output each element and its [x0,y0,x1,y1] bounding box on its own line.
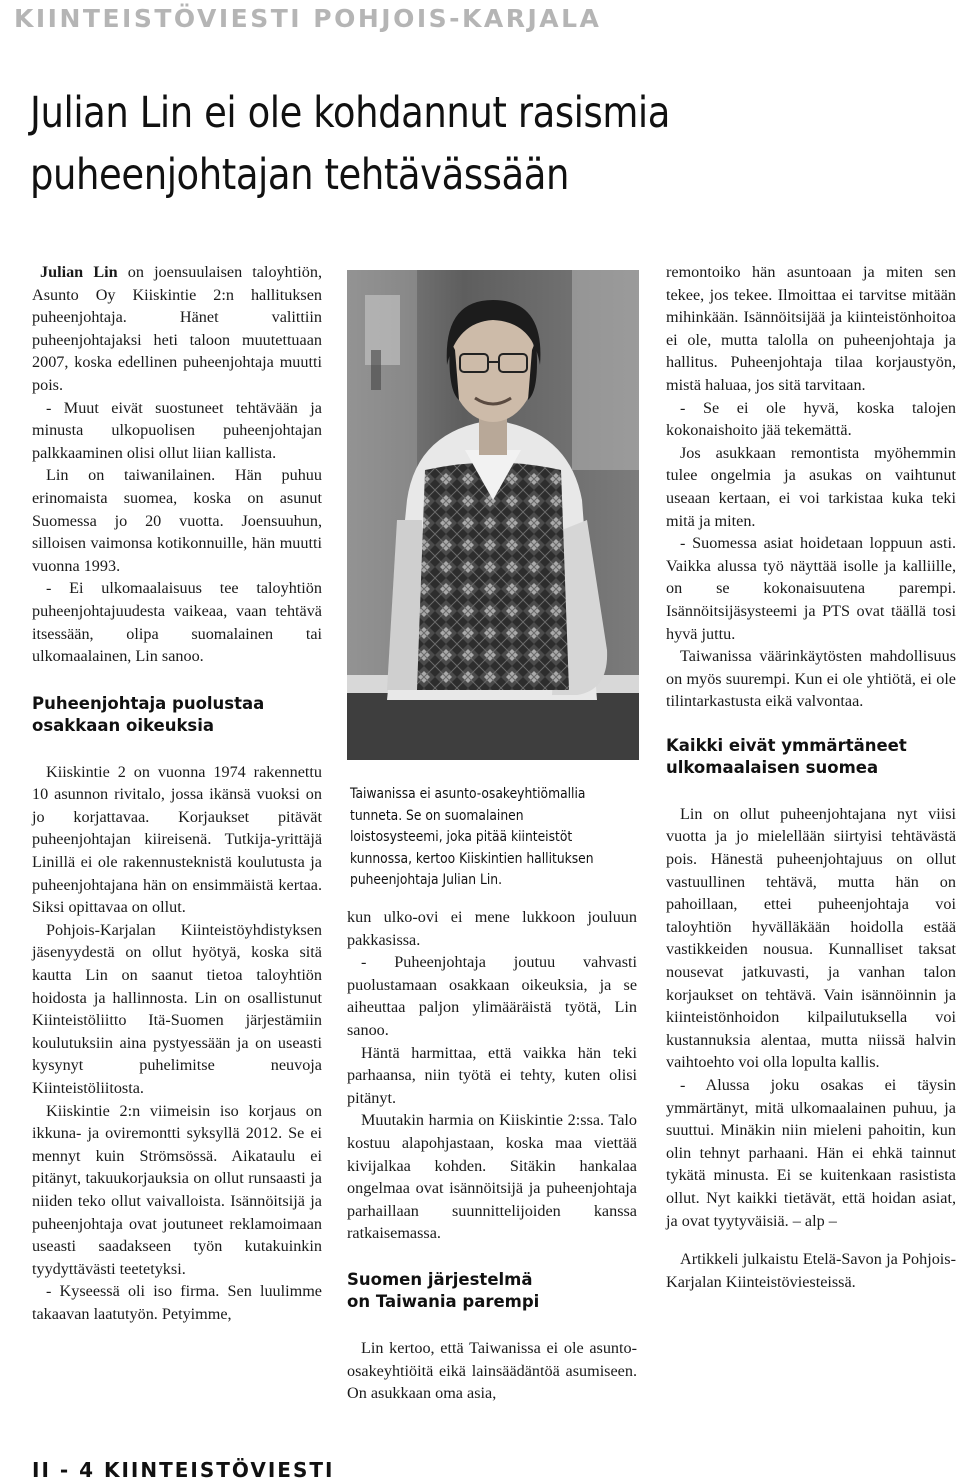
paragraph: - Kyseessä oli iso firma. Sen luulimme takaavan laatutyön. Petyimme, [32,1282,322,1323]
article-column-3 [666,261,956,1293]
page-footer: II - 4 KIINTEISTÖVIESTI [32,1458,335,1482]
paragraph: - Se ei ole hyvä, koska talojen kokonaishoito jää tekemättä. [666,398,956,440]
article-column-2 [347,906,637,1405]
paragraph: Jos asukkaan remontista myöhemmin tulee ongelmia ja asukas on vaihtunut useaan kertaan, ei voi tarkistaa kuka teki mitä ja miten. [666,443,956,530]
portrait-photo [347,270,639,760]
headline [30,82,684,206]
paragraph: - Ei ulkomaalaisuus tee taloyhtiön puheenjohtajuudesta vaikeaa, vaan tehtävä itsessään, olipa suomalainen tai ulkomaalainen, Lin sanoo. [32,579,322,666]
paragraph: - Puheenjohtaja joutuu vahvasti puolustamaan osakkaan oikeuksia, ja se aiheuttaa paljon ylimääräistä työtä, Lin sanoo. [347,953,637,1039]
paragraph: remontoiko hän asuntoaan ja miten sen tekee, jos tekee. Ilmoittaa ei tarvitse mitään mihinkään. Isännöitsijää ja kiinteistönhoitoa ei ole, mutta talolla on puheenjohtaja ja hallitus. Puheenjohtaja tilaa korjaustyön, mistä haluaa, jos sitä tarvitaan. [666,263,956,394]
paragraph: - Suomessa asiat hoidetaan loppuun asti. Vaikka alussa työ näyttää isolle ja kalliille, on se kokonaisuutena parempi. Isännöitsijäsysteemi ja PTS ovat täällä tosi hyvä juttu. [666,534,956,643]
subheading [666,735,956,779]
paragraph: kun ulko-ovi ei mene lukkoon jouluun pakkasissa. [347,908,637,949]
intro-paragraph [32,261,322,397]
subheading-line-2: on Taiwania parempi [347,1291,540,1311]
subheading [32,693,322,737]
portrait-illustration [347,270,639,760]
headline-line-2: puheenjohtajan tehtävässään [30,150,569,200]
intro-name: Julian Lin [40,263,118,281]
photo-caption: Taiwanissa ei asunto-osakeyhtiömallia tunneta. Se on suomalainen loistosysteemi, joka pitää kiinteistöt kunnossa, kertoo Kiiskintien hallituksen puheenjohtaja Julian Lin. [350,786,594,888]
paragraph: Kiiskintie 2:n viimeisin iso korjaus on ikkuna- ja oviremontti syksyllä 2012. Se ei mennyt kuin Strömsössä. Aikataulu ei pitänyt, takuukorjauksia on ollut runsaasti ja niiden teko ollut vaivalloista. Isännöitsijä ja puheenjohtaja ovat joutuneet reklamoimaan useasti saadakseen työn kutakuinkin tyydyttävästi teetetyksi. [32,1101,322,1278]
subheading-line-2: osakkaan oikeuksia [32,715,215,735]
paragraph: - Muut eivät suostuneet tehtävään ja minusta ulkopuolisen puheenjohtajan palkkaaminen olisi ollut liian kallista. [32,398,322,462]
subheading [347,1269,637,1313]
subheading-line-2: ulkomaalaisen suomea [666,757,879,777]
subheading-line-1: Kaikki eivät ymmärtäneet [666,735,907,755]
paragraph: Lin on ollut puheenjohtajana nyt viisi vuotta ja jo mielellään siirtyisi tehtävästä pois. Hänestä puheenjohtajuus on ollut vastuullinen tehtävä, mutta hän on pahoillaan, ettei puheenjohtaja voi taloyhtiön hyvälläkään hoidolla estää vastikkeiden nousua. Kunnalliset taksat nousevat jatkuvasti, ja vanhan talon korjaukset on tehtävä. Vain isännöinnin ja kiinteistönhoidon kilpailutuksella voi kustannuksia alentaa, mutta niissä halvin vaihtoehto voi olla lopulta kallis. [666,804,956,1072]
paragraph: Häntä harmittaa, että vaikka hän teki parhaansa, niin työtä ei tehty, kuten olisi pitänyt. [347,1043,637,1107]
paragraph: Lin on taiwanilainen. Hän puhuu erinomaista suomea, koska on asunut Suomessa jo 20 vuotta. Joensuuhun, silloisen vaimonsa kotikonnuille, hän muutti vuonna 1993. [32,466,322,575]
paragraph: Lin kertoo, että Taiwanissa ei ole asunto-osakeyhtiöitä eikä lainsäädäntöä asumiseen. On asukkaan oma asia, [347,1338,637,1403]
paragraph: Muutakin harmia on Kiiskintie 2:ssa. Talo kostuu alapohjastaan, koska maa viettää kivijalkaa kohden. Sitäkin hankalaa ongelmaa ovat isännöitsijä ja puheenjohtaja parhaillaan suunnittelijoiden kanssa ratkaisemassa. [347,1111,637,1243]
paragraph: Pohjois-Karjalan Kiinteistöyhdistyksen jäsenyydestä on ollut hyötyä, koska sitä kautta Lin on saanut tietoa taloyhtiön hoidosta ja hallinnosta. Lin on osallistunut Kiinteistöliitto Itä-Suomen järjestämiin koulutuksiin aina pystyessään ja on useasti kysynyt puhelimitse neuvoja Kiinteistöliitosta. [32,920,322,1097]
paragraph: - Alussa joku osakas ei täysin ymmärtänyt, mitä ulkomaalainen puhuu, ja suuttui. Minäkin niin mieleni pahoitin, kun olin tehnyt parhaani. Hän ei ehkä tainnut tykätä minusta. Ei se kuitenkaan rasistista ollut. Nyt kaikki tietävät, että hoidan asiat, ja ovat tyytyväisiä. – alp – [666,1076,956,1230]
paragraph: Kiiskintie 2 on vuonna 1974 rakennettu 10 asunnon rivitalo, jossa ikänsä vuoksi on jo korjattavaa. Korjaukset pitävät puheenjohtajan kiireisenä. Tutkija-yrittäjä Linillä ei ole rakennusteknistä koulutusta ja puheenjohtajana hän on ensimmäistä kertaa. Siksi opittavaa on ollut. [32,762,322,917]
source-note: Artikkeli julkaistu Etelä-Savon ja Pohjois-Karjalan Kiinteistöviesteissä. [666,1250,956,1291]
paragraph: Taiwanissa väärinkäytösten mahdollisuus on myös suurempi. Kun ei ole yhtiötä, ei ole tilintarkastusta eikä valvontaa. [666,647,956,711]
subheading-line-1: Puheenjohtaja puolustaa [32,693,265,713]
subheading-line-1: Suomen järjestelmä [347,1269,533,1289]
masthead: KIINTEISTÖVIESTI POHJOIS-KARJALA [14,4,602,33]
article-column-1 [32,261,322,1326]
headline-line-1: Julian Lin ei ole kohdannut rasismia [30,88,671,138]
intro-text: on joensuulaisen taloyhtiön, Asunto Oy Kiiskintie 2:n hallituksen puheenjohtaja. Hänet valittiin puheenjohtajaksi heti taloon muutettuaan 2007, koska edellinen puheenjohtaja muutti pois. [32,263,322,394]
